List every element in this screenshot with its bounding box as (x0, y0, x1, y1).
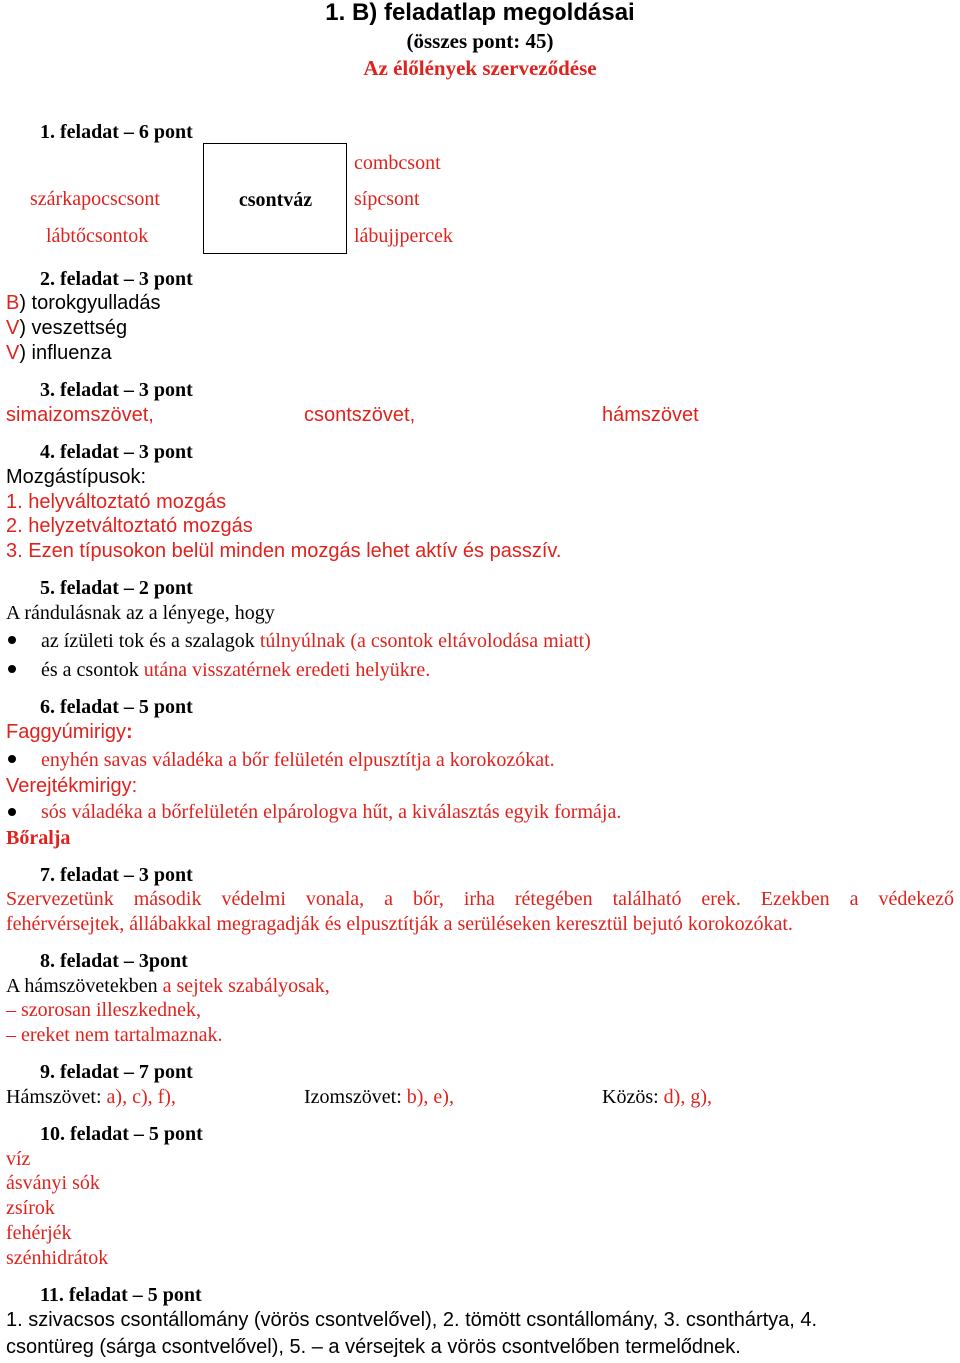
task3-answer-2: csontszövet, (304, 404, 416, 426)
task5-bullet-1: az ízületi tok és a szalagok túlnyúlnak (a csontok eltávolodása miatt) (41, 630, 591, 652)
task1-heading: 1. feladat – 6 pont (40, 121, 193, 143)
task9-heading: 9. feladat – 7 pont (40, 1061, 193, 1083)
page-title: 1. B) feladatlap megoldásai (325, 0, 635, 26)
task2-item: B) torokgyulladás (6, 292, 161, 314)
right-answer-1: combcsont (354, 152, 441, 174)
task11-heading: 11. feladat – 5 pont (40, 1284, 202, 1306)
task9-group-1: Hámszövet: a), c), f), (6, 1086, 176, 1108)
bullet-icon (8, 636, 16, 644)
task2-item: V) veszettség (6, 317, 128, 339)
task11-line-2: csontüreg (sárga csontvelővel), 5. – a vérsejtek a vörös csontvelőben termelődnek. (6, 1336, 741, 1358)
task10-item-1: víz (6, 1148, 31, 1170)
task2-heading: 2. feladat – 3 pont (40, 268, 193, 290)
task11-line-1: 1. szivacsos csontállomány (vörös csontvelővel), 2. tömött csontállomány, 3. csonthártya, 4. (6, 1309, 818, 1331)
task10-item-2: ásványi sók (6, 1172, 100, 1194)
task10-item-4: fehérjék (6, 1222, 72, 1244)
right-answer-2: sípcsont (354, 188, 420, 210)
center-label: csontváz (238, 189, 313, 211)
task5-heading: 5. feladat – 2 pont (40, 577, 193, 599)
task4-heading: 4. feladat – 3 pont (40, 441, 193, 463)
left-answer-2: lábtőcsontok (46, 225, 149, 247)
task7-line-2: fehérvérsejtek, állábakkal megragadják és elpusztítják a serüléseken keresztül bejutó korokozókat. (6, 913, 793, 935)
task5-bullet-2: és a csontok utána visszatérnek eredeti helyükre. (41, 659, 431, 681)
left-answer-1: szárkapocscsont (30, 188, 160, 210)
gland1-name: Faggyúmirigy: (6, 721, 133, 743)
bullet-icon (8, 755, 16, 763)
task3-answer-1: simaizomszövet, (6, 404, 154, 426)
task4-item-3: 3. Ezen típusokon belül minden mozgás lehet aktív és passzív. (6, 540, 562, 562)
task10-item-5: szénhidrátok (6, 1247, 109, 1269)
gland1-description: enyhén savas váladéka a bőr felületén elpusztítja a korokozókat. (41, 749, 555, 771)
topic-title: Az élőlények szerveződése (363, 56, 597, 80)
task6-bold-answer: Bőralja (6, 827, 71, 849)
task4-item-2: 2. helyzetváltoztató mozgás (6, 515, 253, 537)
right-answer-3: lábujjpercek (354, 225, 453, 247)
task3-heading: 3. feladat – 3 pont (40, 379, 193, 401)
task7-heading: 7. feladat – 3 pont (40, 864, 193, 886)
task4-label: Mozgástípusok: (6, 466, 147, 488)
task7-line-1: Szervezetünk második védelmi vonala, a bőr, irha rétegében található erek. Ezekben a védekező (6, 888, 954, 910)
task8-line-3: – ereket nem tartalmaznak. (6, 1024, 223, 1046)
task10-heading: 10. feladat – 5 pont (40, 1123, 203, 1145)
task6-heading: 6. feladat – 5 pont (40, 696, 193, 718)
bullet-icon (8, 665, 16, 673)
gland2-name: Verejtékmirigy: (6, 775, 138, 797)
task9-group-2: Izomszövet: b), e), (304, 1086, 454, 1108)
task8-line-1: A hámszövetekben a sejtek szabályosak, (6, 975, 330, 997)
task9-group-3: Közös: d), g), (602, 1086, 712, 1108)
gland2-description: sós váladéka a bőrfelületén elpárologva hűt, a kiválasztás egyik formája. (41, 801, 622, 823)
total-points: (összes pont: 45) (406, 29, 554, 53)
task4-item-1: 1. helyváltoztató mozgás (6, 491, 227, 513)
task8-line-2: – szorosan illeszkednek, (6, 999, 201, 1021)
task10-item-3: zsírok (6, 1197, 55, 1219)
task2-item: V) influenza (6, 342, 112, 364)
task5-intro: A rándulásnak az a lényege, hogy (6, 602, 275, 624)
task3-answer-3: hámszövet (602, 404, 699, 426)
task8-heading: 8. feladat – 3pont (40, 950, 188, 972)
bullet-icon (8, 808, 16, 816)
